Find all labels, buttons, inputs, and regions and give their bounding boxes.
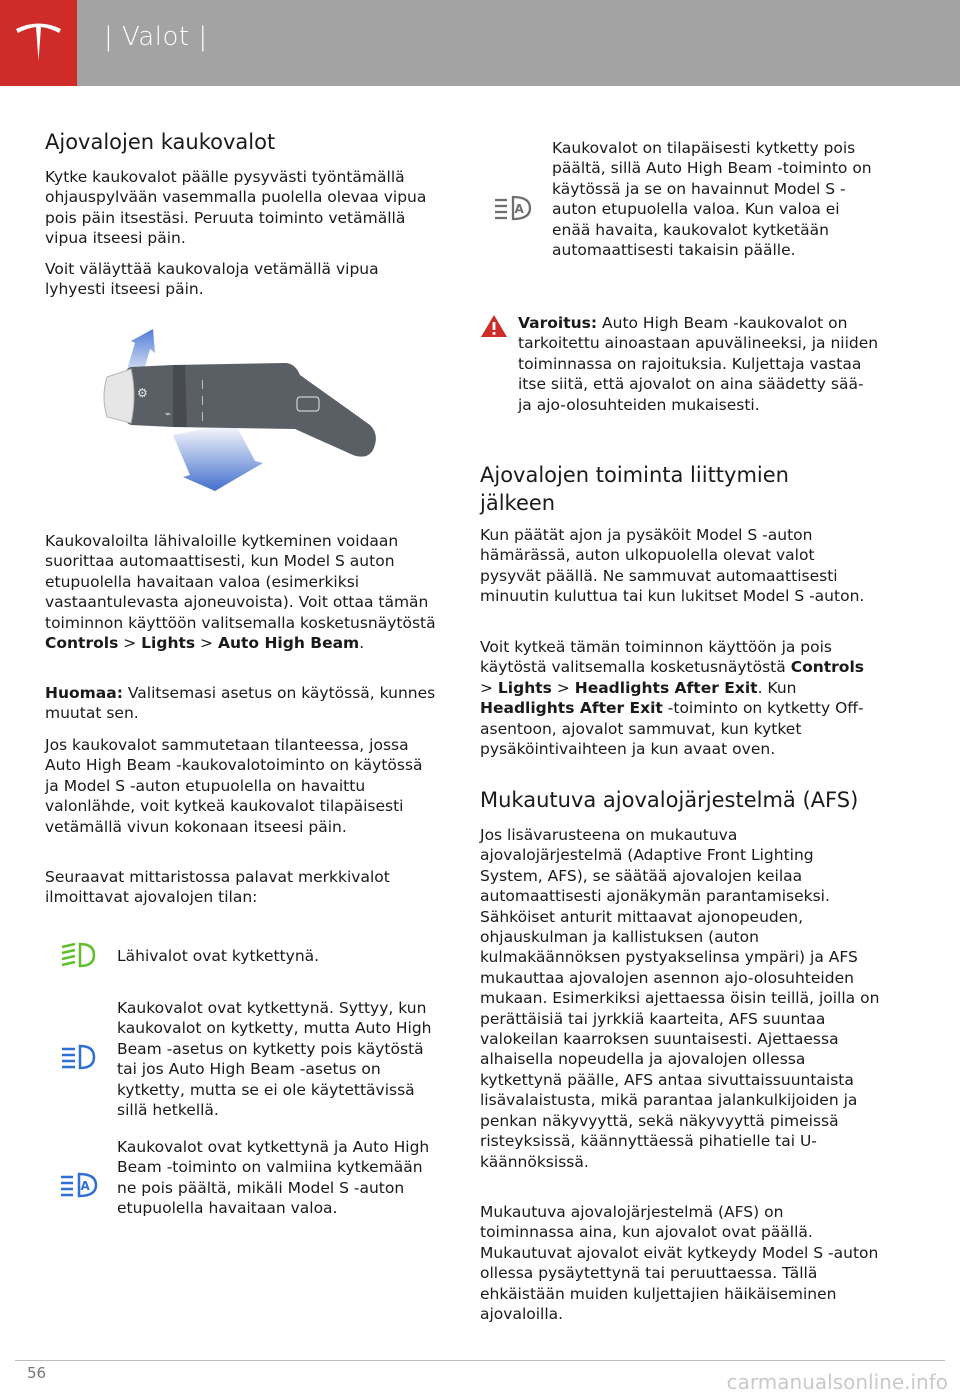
high-beam-icon <box>58 1042 98 1072</box>
paragraph-enable-headlights-after-exit: Voit kytkeä tämän toiminnon käyttöön ja pois käytöstä valitsemalla kosketusnäytöstä Controls > Lights > Headlights After Exit. Kun Headlights After Exit -toiminto on kytketty Off-asentoon, ajovalot sammuvat, kun kytket pysäköintivaihteen ja kun avaat oven. <box>480 638 864 759</box>
watermark: carmanualsonline.info <box>726 1370 948 1394</box>
svg-text:⚙: ⚙ <box>137 386 148 400</box>
svg-text:A: A <box>514 202 524 216</box>
indicator-row-auto-high-beam <box>58 1170 98 1204</box>
menu-path-headlights-after-exit: Headlights After Exit <box>574 678 758 697</box>
paragraph-auto-high-beam: Kaukovaloilta lähivaloille kytkeminen voidaan suorittaa automaattisesti, kun Model S auton etupuolella havaitaan valoa (esimerkiksi vastaantulevasta ajoneuvoista). Voit ottaa tämän toiminnon käyttöön valitsemalla kosketusnäytöstä Controls > Lights > Auto High Beam. <box>45 532 436 653</box>
paragraph-flash-high-beams: Voit väläyttää kaukovaloja vetämällä vipua lyhyesti itseesi päin. <box>45 260 379 299</box>
page-number: 56 <box>27 1364 47 1382</box>
section-heading-high-beams: Ajovalojen kaukovalot <box>45 130 276 154</box>
paragraph-headlights-after-exit: Kun päätät ajon ja pysäköit Model S -auton hämärässä, auton ulkopuolella olevat valot pysyvät päällä. Ne sammuvat automaattisesti minuutin kuluttua tai kun lukitset Model S -auton. <box>480 526 865 606</box>
tesla-logo-icon <box>10 14 67 71</box>
section-heading-headlights-after-exit: Ajovalojen toiminta liittymien jälkeen <box>480 463 789 515</box>
warning-paragraph: Varoitus: Auto High Beam -kaukovalot on tarkoitettu ainoastaan apuvälineeksi, ja niiden toiminnassa on rajoituksia. Kuljettaja vastaa itse siitä, että ajovalot on aina säädetty sää- ja ajo-olosuhteiden mukaisesti. <box>518 314 879 414</box>
note-paragraph: Huomaa: Valitsemasi asetus on käytössä, kunnes muutat sen. <box>45 684 436 723</box>
paragraph-temporary-high-beams: Jos kaukovalot sammutetaan tilanteessa, jossa Auto High Beam -kaukovalotoiminto on käytössä ja Model S -auton etupuolella on havaittu valonlähde, voit kytkeä kaukovalot tilapäisesti vetämällä vivun kokonaan itseesi päin. <box>45 736 423 836</box>
svg-text:|: | <box>201 412 205 422</box>
paragraph-enable-high-beams: Kytke kaukovalot päälle pysyvästi työntämällä ohjauspylvään vasemmalla puolella olevaa vipua pois päin itsestäsi. Peruuta toiminto vetämällä vipua itseesi päin. <box>45 168 427 248</box>
footer-divider <box>15 1360 945 1361</box>
indicator-row-high-beam <box>58 1042 98 1076</box>
menu-path-lights-2: Lights <box>497 678 552 697</box>
indicator-text-auto-high-beam: Kaukovalot ovat kytkettynä ja Auto High Beam -toiminto on valmiina kytkemään ne pois päältä, mikäli Model S -auton etupuolella havaitaan valoa. <box>117 1138 430 1218</box>
turn-signal-stalk-illustration <box>95 325 385 495</box>
menu-path-controls: Controls <box>45 634 119 653</box>
indicator-text-auto-high-beam-off: Kaukovalot on tilapäisesti kytketty pois päältä, sillä Auto High Beam -toiminto on käytössä ja se on havainnut Model S -auton etupuolella valoa. Kun valoa ei enää havaita, kaukovalot kytketään automaattisesti takaisin päälle. <box>552 139 872 260</box>
menu-path-auto-high-beam: Auto High Beam <box>217 634 360 653</box>
auto-high-beam-off-icon <box>492 193 532 223</box>
paragraph-afs-operation: Mukautuva ajovalojärjestelmä (AFS) on toiminnassa aina, kun ajovalot ovat päällä. Mukautuvat ajovalot eivät kytkeydy Model S -auton ollessa pysäytettynä tai peruuttaessa. Tällä ehkäistään muiden kuljettajien häikäiseminen ajovaloilla. <box>480 1203 879 1324</box>
auto-high-beam-icon <box>58 1170 98 1200</box>
paragraph-afs-description: Jos lisävarusteena on mukautuva ajovalojärjestelmä (Adaptive Front Lighting System, AFS), se säätää ajovalojen keilaa automaattisesti ajonäkymän parantamiseksi. Sähköiset anturit mittaavat ajonopeuden, ohjauskulman ja kallistuksen (auton kulmakäännöksen pystyakselinsa ympäri) ja AFS mukauttaa ajovalojen asennon ajo-olosuhteiden mukaan. Esimerkiksi ajettaessa öisin teillä, joilla on perättäisiä tai jyrkkiä kaarteita, AFS suuntaa valokeilan kaarroksen suuntaisesti. Ajettaessa alhaisella nopeudella ja ajovalojen ollessa kytkettynä päälle, AFS antaa sivuttaissuuntaista lisävalaistusta, mikä parantaa jalankulkijoiden ja penkan näkyvyyttä, sekä näkyvyyttä pimeissä risteyksissä, käännyttäessä pihatielle tai U-käännöksissä. <box>480 826 880 1171</box>
svg-text:|: | <box>201 396 205 406</box>
note-label: Huomaa: <box>45 684 123 702</box>
low-beam-icon <box>58 940 98 970</box>
brand-logo <box>0 0 77 86</box>
page-title: | Valot | <box>104 22 208 52</box>
indicator-text-high-beam: Kaukovalot ovat kytkettynä. Syttyy, kun kaukovalot on kytketty, mutta Auto High Beam -asetus on kytketty pois käytöstä tai jos Auto High Beam -asetus on kytketty, mutta se ei ole käytettävissä sillä hetkellä. <box>117 999 432 1120</box>
indicator-row-low-beam <box>58 940 98 974</box>
svg-text:|: | <box>201 380 205 390</box>
svg-text:A: A <box>80 1179 90 1193</box>
page-header <box>0 0 960 86</box>
menu-path-controls-2: Controls <box>790 658 864 677</box>
setting-headlights-after-exit: Headlights After Exit <box>480 699 663 718</box>
indicator-text-low-beam: Lähivalot ovat kytkettynä. <box>117 947 320 965</box>
svg-text:⌁: ⌁ <box>165 409 172 420</box>
warning-label: Varoitus: <box>518 314 598 332</box>
paragraph-indicator-intro: Seuraavat mittaristossa palavat merkkivalot ilmoittavat ajovalojen tilan: <box>45 868 390 907</box>
warning-icon <box>480 314 508 338</box>
menu-path-lights: Lights <box>141 634 196 653</box>
section-heading-afs: Mukautuva ajovalojärjestelmä (AFS) <box>480 788 859 812</box>
indicator-row-auto-high-beam-off <box>492 193 532 227</box>
